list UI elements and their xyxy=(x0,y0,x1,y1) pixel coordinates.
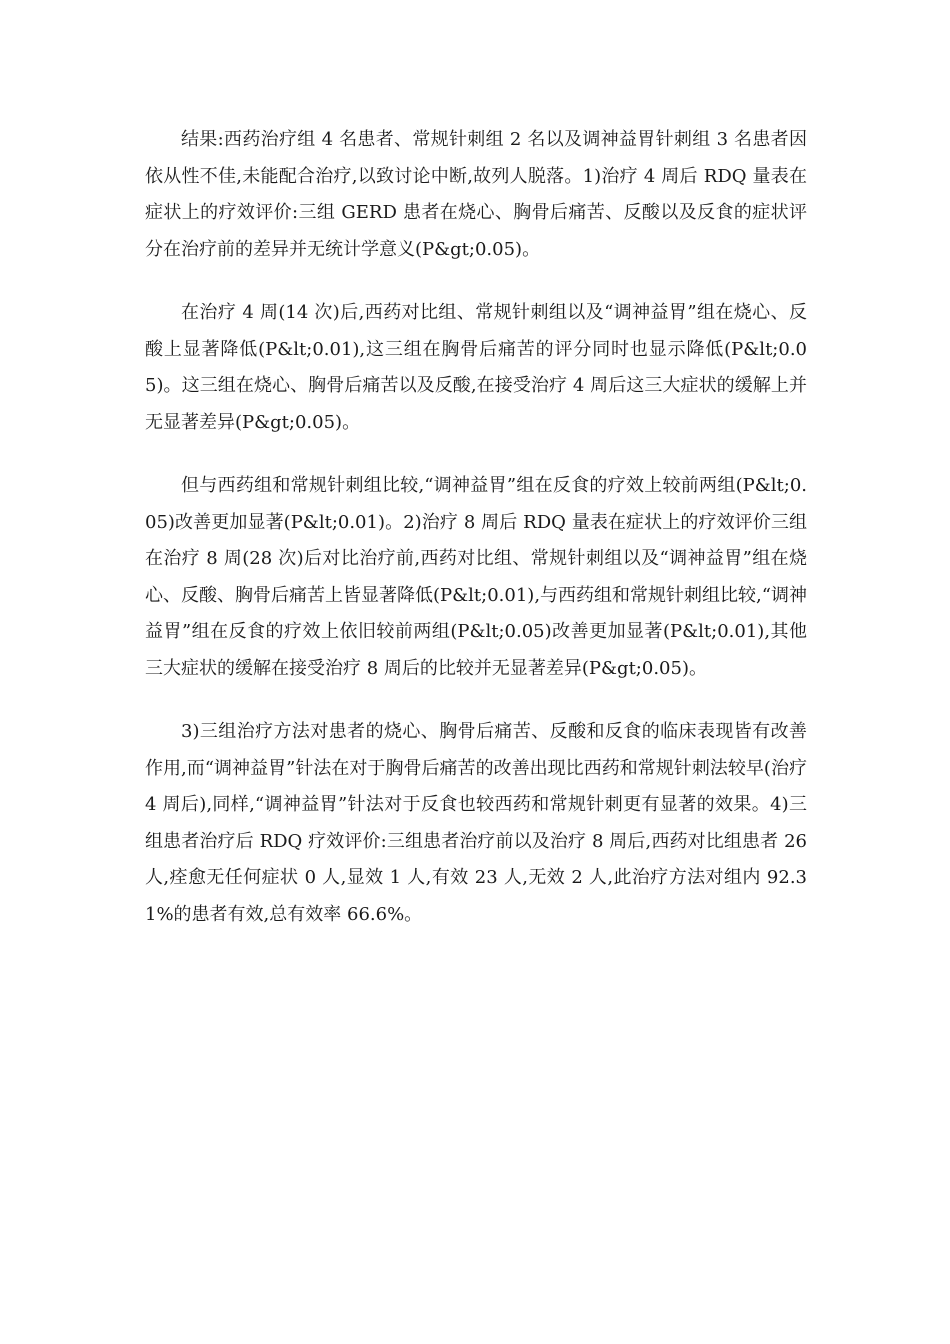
paragraph-results-intro: 结果:西药治疗组 4 名患者、常规针刺组 2 名以及调神益胃针刺组 3 名患者因依从性不佳,未能配合治疗,以致讨论中断,故列人脱落。1)治疗 4 周后 RDQ 量表在症状上的疗效评价:三组 GERD 患者在烧心、胸骨后痛苦、反酸以及反食的症状评分在治疗前的差异并无统计学意义(P&gt;0.05)。 xyxy=(145,129,807,260)
paragraph-four-week-results: 在治疗 4 周(14 次)后,西药对比组、常规针刺组以及“调神益胃”组在烧心、反酸上显著降低(P&lt;0.01),这三组在胸骨后痛苦的评分同时也显示降低(P&lt;0.05)。这三组在烧心、胸骨后痛苦以及反酸,在接受治疗 4 周后这三大症状的缓解上并无显著差异(P&gt;0.05)。 xyxy=(145,302,807,433)
paragraph-eight-week-results: 但与西药组和常规针刺组比较,“调神益胃”组在反食的疗效上较前两组(P&lt;0.05)改善更加显著(P&lt;0.01)。2)治疗 8 周后 RDQ 量表在症状上的疗效评价三组在治疗 8 周(28 次)后对比治疗前,西药对比组、常规针刺组以及“调神益胃”组在烧心、反酸、胸骨后痛苦上皆显著降低(P&lt;0.01),与西药组和常规针刺组比较,“调神益胃”组在反食的疗效上依旧较前两组(P&lt;0.05)改善更加显著(P&lt;0.01),其他三大症状的缓解在接受治疗 8 周后的比较并无显著差异(P&gt;0.05)。 xyxy=(145,475,807,679)
paragraph-clinical-efficacy: 3)三组治疗方法对患者的烧心、胸骨后痛苦、反酸和反食的临床表现皆有改善作用,而“调神益胃”针法在对于胸骨后痛苦的改善出现比西药和常规针刺法较早(治疗 4 周后),同样,“调神益胃”针法对于反食也较西药和常规针刺更有显著的效果。4)三组患者治疗后 RDQ 疗效评价:三组患者治疗前以及治疗 8 周后,西药对比组患者 26 人,痊愈无任何症状 0 人,显效 1 人,有效 23 人,无效 2 人,此治疗方法对组内 92.31%的患者有效,总有效率 66.6%。 xyxy=(145,721,807,925)
document-body xyxy=(145,122,807,960)
